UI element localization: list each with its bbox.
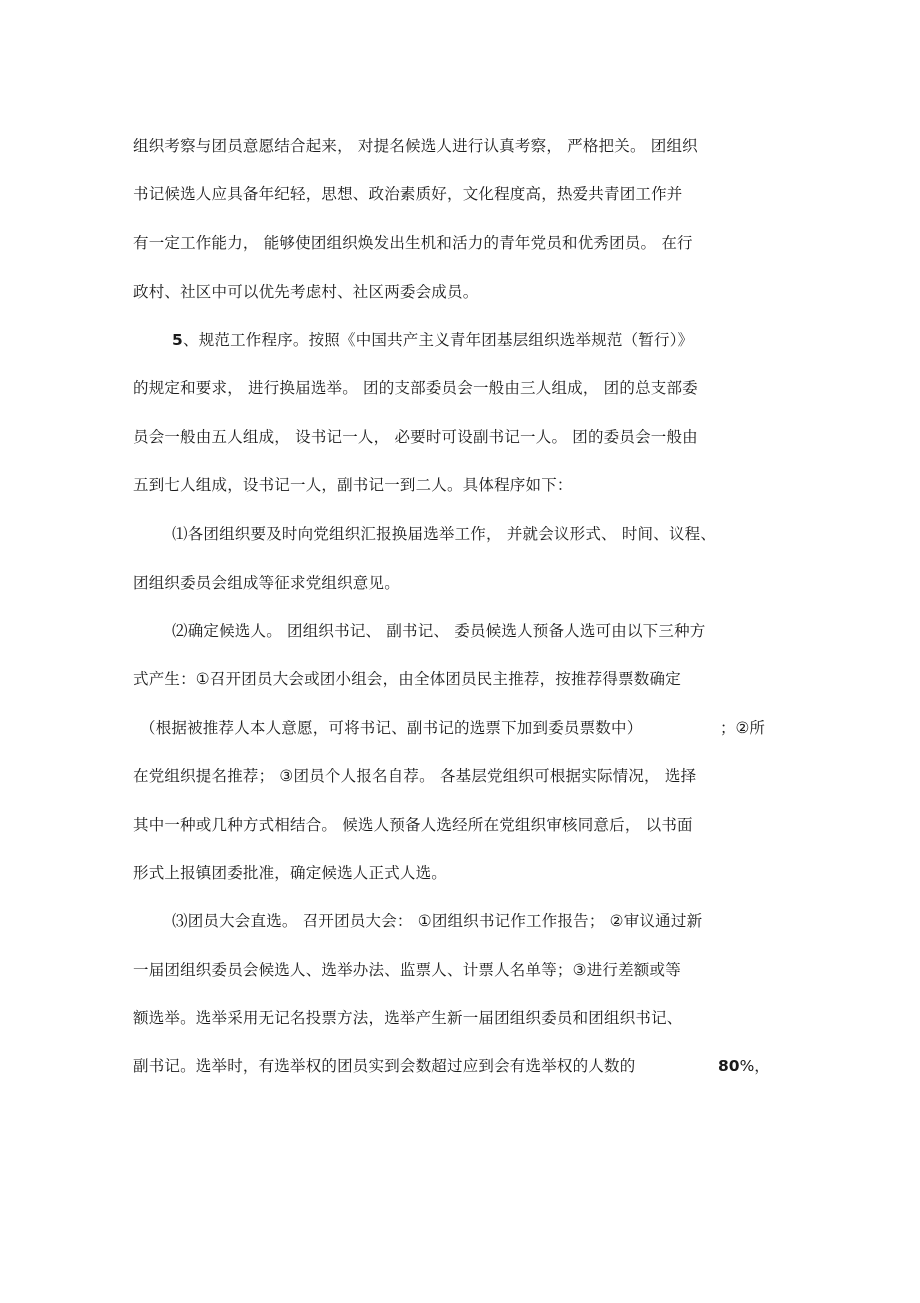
text-line: 的规定和要求， 进行换届选举。 团的支部委员会一般由三人组成， 团的总支部委 [133,379,698,397]
text-line: ⑶团员大会直选。 召开团员大会： ①团组织书记作工作报告； ②审议通过新 [172,912,703,930]
text-line: 有一定工作能力， 能够使团组织焕发出生机和活力的青年党员和优秀团员。 在行 [133,234,693,252]
percentage-value [718,1056,770,1076]
text-line: 额选举。选举采用无记名投票方法，选举产生新一届团组织委员和团组织书记、 [133,1009,683,1027]
text-line: ⑴各团组织要及时向党组织汇报换届选举工作， 并就会议形式、 时间、议程、 [172,525,717,543]
text-line: 副书记。选举时，有选举权的团员实到会数超过应到会有选举权的人数的 [133,1057,636,1075]
text-line: 形式上报镇团委批准，确定候选人正式人选。 [133,864,448,882]
section-heading-text: 、规范工作程序。按照《中国共产主义青年团基层组织选举规范（暂行）》 [183,331,694,349]
section-number: 5 [172,331,183,349]
text-line-tail: ；②所 [720,719,765,737]
section-heading-line [172,330,693,350]
text-line: 其中一种或几种方式相结合。 候选人预备人选经所在党组织审核同意后， 以书面 [133,816,693,834]
text-line: 在党组织提名推荐； ③团员个人报名自荐。 各基层党组织可根据实际情况， 选择 [133,767,697,785]
percentage-sign: %， [739,1057,770,1075]
text-line: ⑵确定候选人。 团组织书记、 副书记、 委员候选人预备人选可由以下三种方 [172,622,706,640]
text-line: 一届团组织委员会候选人、选举办法、监票人、计票人名单等；③进行差额或等 [133,961,681,979]
percentage-number: 80 [718,1057,740,1075]
text-line: 书记候选人应具备年纪轻，思想、政治素质好，文化程度高，热爱共青团工作并 [133,185,683,203]
text-line: 政村、社区中可以优先考虑村、社区两委会成员。 [133,283,479,301]
text-line: 组织考察与团员意愿结合起来， 对提名候选人进行认真考察， 严格把关。 团组织 [133,137,698,155]
text-line: 式产生：①召开团员大会或团小组会，由全体团员民主推荐，按推荐得票数确定 [133,670,681,688]
text-line: 员会一般由五人组成， 设书记一人， 必要时可设副书记一人。 团的委员会一般由 [133,428,698,446]
text-line: 五到七人组成，设书记一人，副书记一到二人。具体程序如下： [133,476,573,494]
text-line: （根据被推荐人本人意愿，可将书记、副书记的选票下加到委员票数中） [140,719,643,737]
text-line: 团组织委员会组成等征求党组织意见。 [133,574,400,592]
